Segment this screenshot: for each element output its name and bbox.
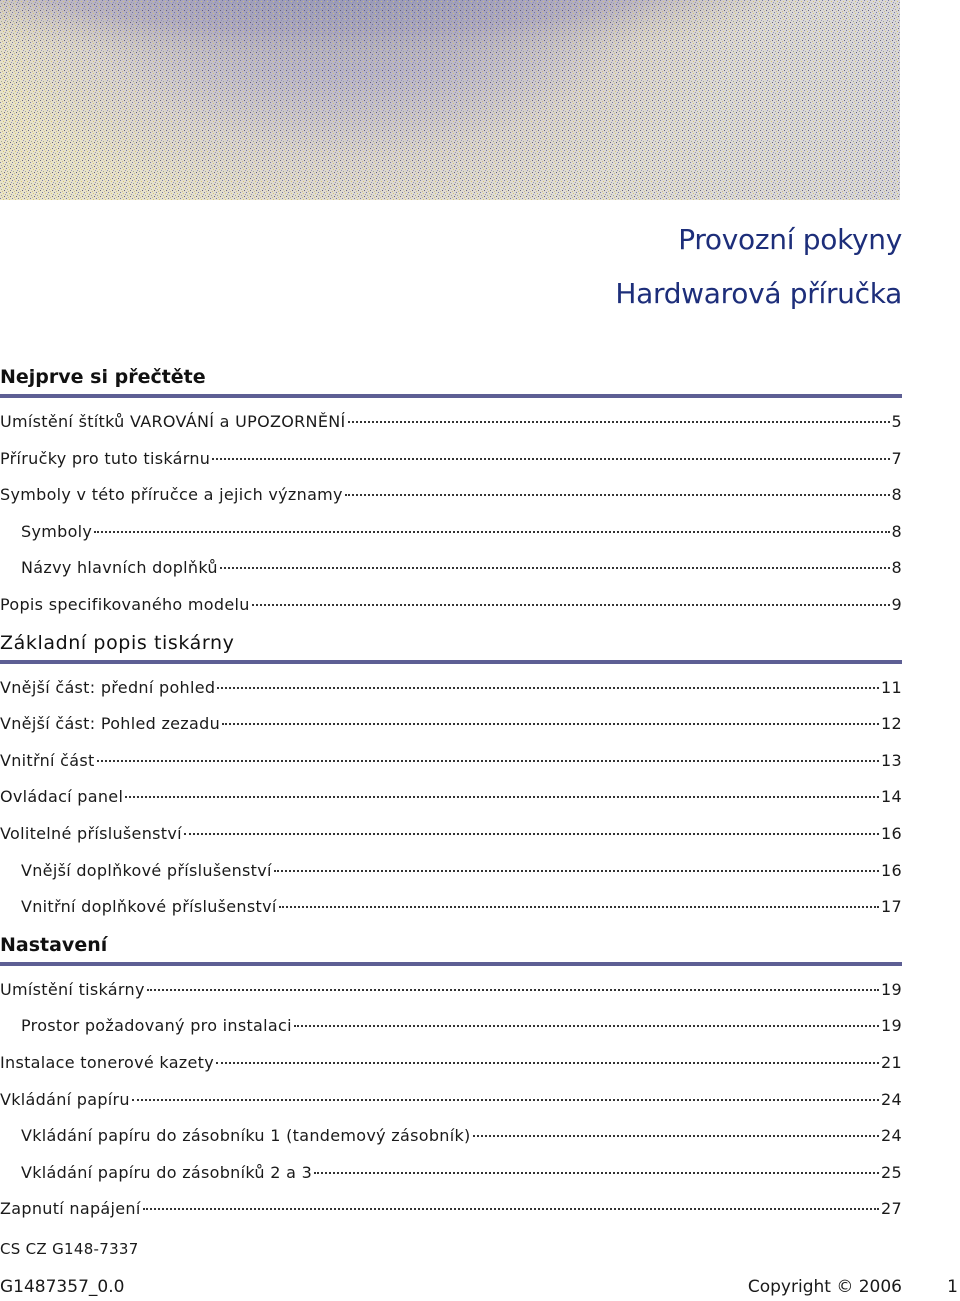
toc-entry-label: Vkládání papíru xyxy=(0,1089,130,1109)
toc-entry-label: Umístění tiskárny xyxy=(0,979,145,999)
toc-page-number: 14 xyxy=(881,787,902,807)
document-title: Provozní pokyny xyxy=(678,223,902,256)
toc-entry-label: Vnitřní doplňkové příslušenství xyxy=(21,897,277,917)
dot-leader xyxy=(94,531,889,533)
dot-leader xyxy=(279,906,879,908)
document-subtitle: Hardwarová příručka xyxy=(615,277,902,310)
toc-entry[interactable] xyxy=(0,1191,902,1228)
toc-subentry[interactable] xyxy=(0,889,902,926)
copyright-notice: Copyright © 2006 xyxy=(747,1277,902,1297)
toc-entry[interactable] xyxy=(0,743,902,780)
cover-banner-image xyxy=(0,0,900,200)
toc-subentry[interactable] xyxy=(0,514,902,551)
toc-page-number: 11 xyxy=(881,677,902,697)
toc-page-number: 27 xyxy=(881,1199,902,1219)
toc-subentry[interactable] xyxy=(0,550,902,587)
dot-leader xyxy=(125,796,879,798)
toc-page-number: 12 xyxy=(881,714,902,734)
toc-page-number: 25 xyxy=(881,1162,902,1182)
toc-entry[interactable] xyxy=(0,972,902,1009)
toc-page-number: 24 xyxy=(881,1126,902,1146)
toc-entry-label: Symboly xyxy=(21,521,93,541)
toc-subentry[interactable] xyxy=(0,853,902,890)
toc-page-number: 24 xyxy=(881,1089,902,1109)
toc-entry-label: Volitelné příslušenství xyxy=(0,823,182,843)
toc-entry[interactable] xyxy=(0,779,902,816)
dot-leader xyxy=(212,458,889,460)
dot-leader xyxy=(252,604,890,606)
toc-page-number: 16 xyxy=(881,860,902,880)
toc-section-heading[interactable]: Nejprve si přečtěte xyxy=(0,358,902,398)
toc-page-number: 8 xyxy=(891,521,902,541)
toc-entry[interactable] xyxy=(0,1045,902,1082)
toc-page-number: 5 xyxy=(891,412,902,431)
toc-entry-label: Vnější část: Pohled zezadu xyxy=(0,714,221,734)
toc-entry-label: Vnitřní část xyxy=(0,750,95,770)
toc-page-number: 16 xyxy=(881,823,902,843)
toc-page-number: 9 xyxy=(891,594,902,614)
dot-leader xyxy=(222,723,879,725)
table-of-contents xyxy=(0,358,902,1228)
toc-entry[interactable] xyxy=(0,670,902,707)
toc-page-number: 19 xyxy=(881,1016,902,1036)
toc-entry-label: Příručky pro tuto tiskárnu xyxy=(0,448,211,468)
toc-entry-label: Popis specifikovaného modelu xyxy=(0,594,250,614)
toc-subentry[interactable] xyxy=(0,1155,902,1192)
toc-entry-label: Vnější doplňkové příslušenství xyxy=(21,860,272,880)
toc-page-number: 8 xyxy=(891,558,902,578)
toc-subentry[interactable] xyxy=(0,1118,902,1155)
page-number: 1 xyxy=(947,1277,958,1297)
dot-leader xyxy=(274,870,879,872)
toc-page-number: 17 xyxy=(881,897,902,917)
toc-entry-label: Vnější část: přední pohled xyxy=(0,677,216,697)
toc-entry[interactable] xyxy=(0,477,902,514)
toc-entry[interactable] xyxy=(0,587,902,624)
document-titles xyxy=(615,215,902,323)
banner-texture xyxy=(0,0,900,200)
dot-leader xyxy=(220,567,890,569)
toc-entry[interactable] xyxy=(0,706,902,743)
toc-entry[interactable] xyxy=(0,1082,902,1119)
toc-entry-label: Instalace tonerové kazety xyxy=(0,1052,214,1072)
toc-entry-label: Prostor požadovaný pro instalaci xyxy=(21,1016,292,1036)
dot-leader xyxy=(97,760,879,762)
dot-leader xyxy=(294,1025,879,1027)
toc-entry-label: Vkládání papíru do zásobníků 2 a 3 xyxy=(21,1162,313,1182)
toc-entry[interactable] xyxy=(0,404,902,441)
toc-entry[interactable] xyxy=(0,816,902,853)
toc-page-number: 7 xyxy=(891,448,902,468)
dot-leader xyxy=(143,1208,879,1210)
dot-leader xyxy=(348,421,890,423)
document-code: CS CZ G148-7337 xyxy=(0,1240,139,1258)
toc-entry-label: Ovládací panel xyxy=(0,787,124,807)
toc-entry-label: Umístění štítků VAROVÁNÍ a UPOZORNĚNÍ xyxy=(0,412,346,431)
toc-page-number: 8 xyxy=(891,485,902,505)
dot-leader xyxy=(184,833,879,835)
toc-entry-label: Zapnutí napájení xyxy=(0,1199,141,1219)
toc-subentry[interactable] xyxy=(0,1008,902,1045)
toc-page-number: 19 xyxy=(881,979,902,999)
dot-leader xyxy=(147,989,879,991)
toc-entry[interactable] xyxy=(0,441,902,478)
toc-entry-label: Názvy hlavních doplňků xyxy=(21,558,218,578)
dot-leader xyxy=(216,1062,879,1064)
document-id: G1487357_0.0 xyxy=(0,1277,125,1297)
toc-page-number: 21 xyxy=(881,1052,902,1072)
dot-leader xyxy=(217,687,879,689)
toc-page-number: 13 xyxy=(881,750,902,770)
dot-leader xyxy=(132,1099,879,1101)
dot-leader xyxy=(473,1135,879,1137)
toc-section-heading[interactable]: Nastavení xyxy=(0,926,902,966)
dot-leader xyxy=(345,494,890,496)
dot-leader xyxy=(314,1172,879,1174)
toc-entry-label: Symboly v této příručce a jejich významy xyxy=(0,485,343,505)
toc-section-heading[interactable]: Základní popis tiskárny xyxy=(0,624,902,664)
toc-entry-label: Vkládání papíru do zásobníku 1 (tandemový zásobník) xyxy=(21,1126,471,1146)
